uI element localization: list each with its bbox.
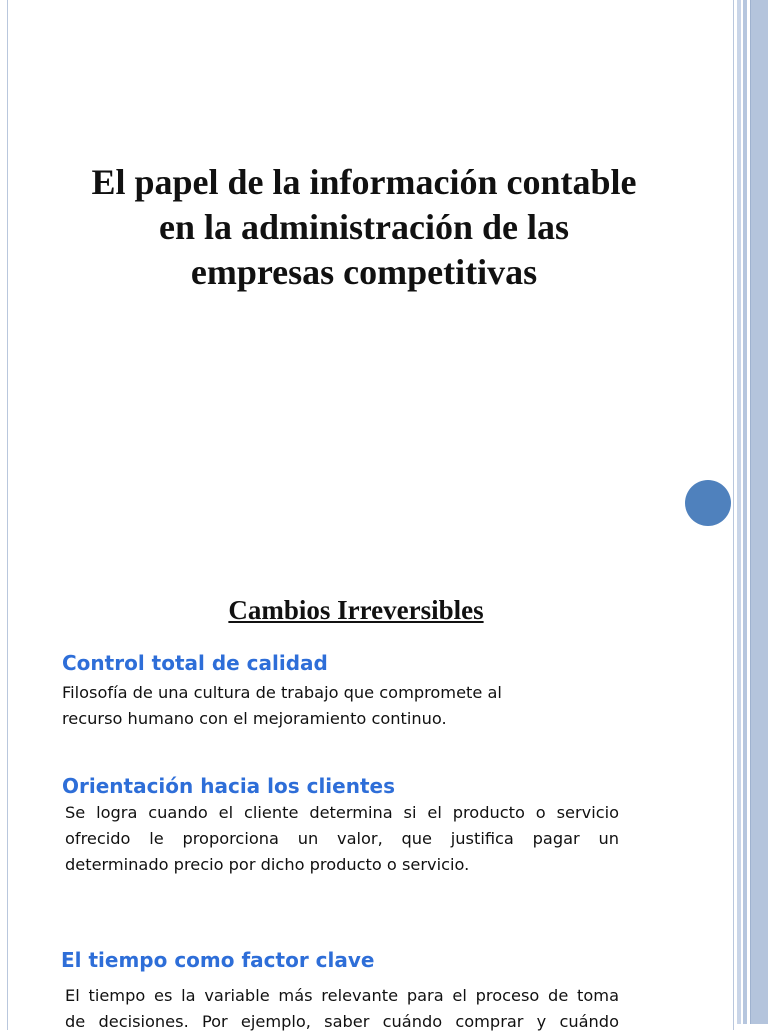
section-title-orientacion-clientes: Orientación hacia los clientes xyxy=(62,774,395,798)
section-text-orientacion-clientes xyxy=(65,800,619,878)
section-text-control-calidad xyxy=(62,680,502,732)
decorative-circle xyxy=(685,480,731,526)
slide-title-line: El papel de la información contable xyxy=(91,162,637,202)
slide-title-line: en la administración de las xyxy=(158,207,570,247)
text-line: determinado precio por dicho producto o servicio. xyxy=(65,855,470,874)
side-bar xyxy=(750,0,768,1024)
text-line: El tiempo es la variable más relevante para el proceso de toma xyxy=(65,986,619,1005)
slide-title-line: empresas competitivas xyxy=(190,252,538,292)
section-text-tiempo-factor xyxy=(65,983,619,1035)
text-line: recurso humano con el mejoramiento continuo. xyxy=(62,709,447,728)
slide-title xyxy=(40,160,688,295)
text-line: Filosofía de una cultura de trabajo que compromete al xyxy=(62,683,502,702)
text-line: Se logra cuando el cliente determina si el producto o servicio xyxy=(65,803,619,822)
text-line: de decisiones. Por ejemplo, saber cuándo comprar y cuándo xyxy=(65,1012,619,1031)
section-title-control-calidad: Control total de calidad xyxy=(62,651,328,675)
section-heading: Cambios Irreversibles xyxy=(228,595,484,625)
text-line: ofrecido le proporciona un valor, que justifica pagar un xyxy=(65,829,619,848)
section-title-tiempo-factor: El tiempo como factor clave xyxy=(61,948,375,972)
